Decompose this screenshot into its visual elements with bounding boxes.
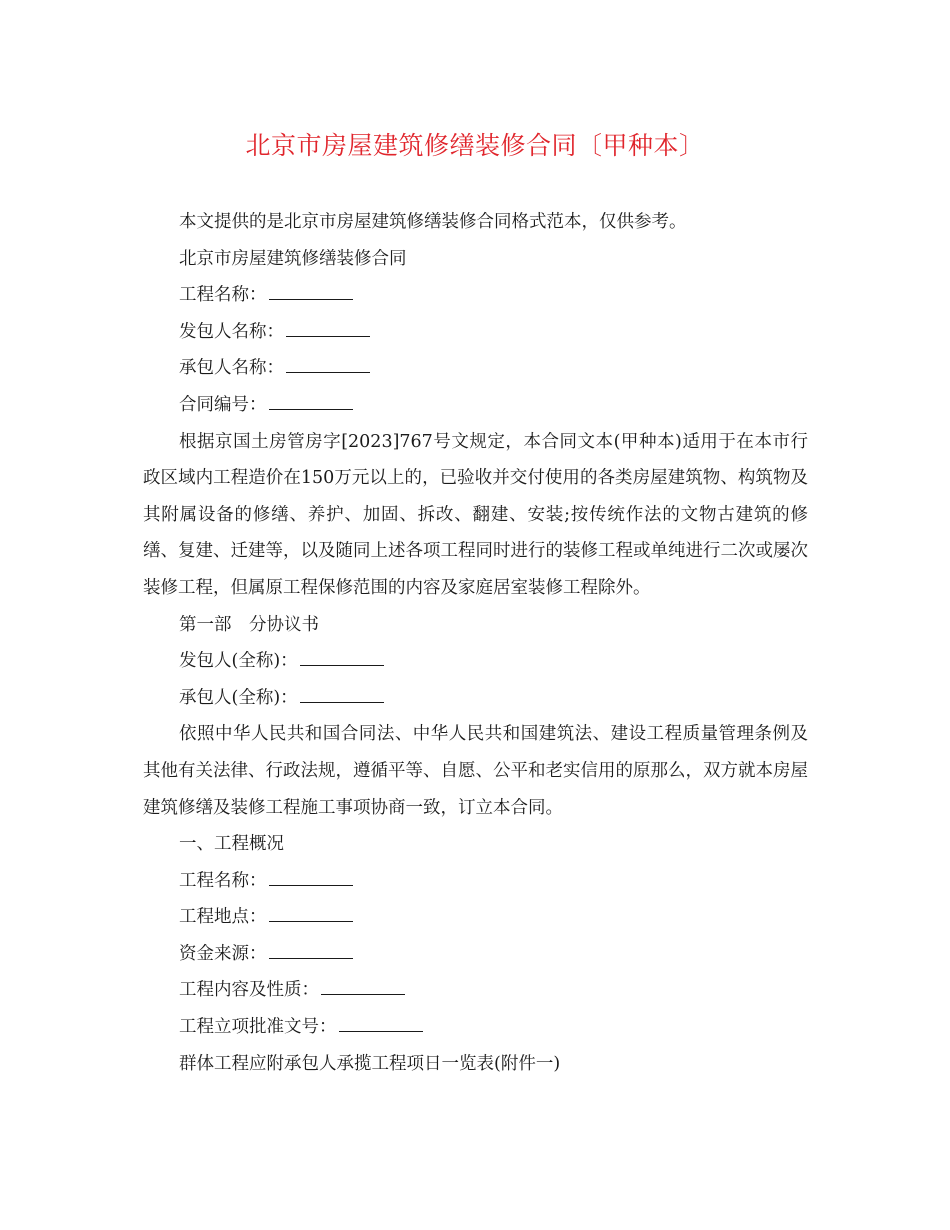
- field-label: 工程内容及性质：: [179, 980, 319, 1001]
- header-field-employer-name: [143, 314, 808, 351]
- part-one-heading: 第一部 分协议书: [179, 614, 319, 635]
- overview-field-project-name: [143, 863, 808, 900]
- document-body: [143, 204, 808, 1082]
- blank-line: [269, 279, 353, 300]
- header-field-project-name: [143, 277, 808, 314]
- field-label: 承包人(全称)：: [179, 687, 298, 708]
- scope-paragraph: 根据京国土房管房字[2023]767号文规定，本合同文本(甲种本)适用于在本市行政区域内工程造价在150万元以上的，已验收并交付使用的各类房屋建筑物、构筑物及其附属设备的修缮、养护、加固、拆改、翻建、安装;按传统作法的文物古建筑的修缮、复建、迁建等，以及随同上述各项工程同时进行的装修工程或单纯进行二次或屡次装修工程，但属原工程保修范围的内容及家庭居室装修工程除外。: [143, 431, 808, 598]
- blank-line: [300, 682, 384, 703]
- overview-field-approval-number: [143, 1009, 808, 1046]
- blank-line: [269, 938, 353, 959]
- field-label: 工程立项批准文号：: [179, 1017, 337, 1038]
- header-field-contractor-name: [143, 350, 808, 387]
- overview-field-location: [143, 899, 808, 936]
- section-one-heading: 一、工程概况: [179, 834, 284, 855]
- group-note: 群体工程应附承包人承揽工程项日一览表(附件一): [179, 1053, 561, 1074]
- party-field-contractor: [143, 680, 808, 717]
- blank-line: [269, 901, 353, 922]
- field-label: 工程名称：: [179, 285, 267, 306]
- blank-line: [269, 865, 353, 886]
- blank-line: [300, 645, 384, 666]
- field-label: 发包人(全称)：: [179, 651, 298, 672]
- basis-paragraph: 依照中华人民共和国合同法、中华人民共和国建筑法、建设工程质量管理条例及其他有关法律、行政法规，遵循平等、自愿、公平和老实信用的原那么，双方就本房屋建筑修缮及装修工程施工事项协商一致，订立本合同。: [143, 724, 808, 818]
- field-label: 承包人名称：: [179, 358, 284, 379]
- field-label: 资金来源：: [179, 943, 267, 964]
- field-label: 合同编号：: [179, 394, 267, 415]
- field-label: 工程名称：: [179, 870, 267, 891]
- blank-line: [269, 389, 353, 410]
- blank-line: [321, 974, 405, 995]
- blank-line: [286, 316, 370, 337]
- header-field-contract-number: [143, 387, 808, 424]
- intro-paragraph: 本文提供的是北京市房屋建筑修缮装修合同格式范本，仅供参考。: [179, 212, 687, 232]
- field-label: 发包人名称：: [179, 321, 284, 342]
- blank-line: [286, 352, 370, 373]
- overview-field-content: [143, 972, 808, 1009]
- party-field-employer: [143, 643, 808, 680]
- contract-name: 北京市房屋建筑修缮装修合同: [179, 248, 407, 269]
- overview-field-funding: [143, 936, 808, 973]
- field-label: 工程地点：: [179, 907, 267, 928]
- document-title: 北京市房屋建筑修缮装修合同〔甲种本〕: [245, 131, 705, 160]
- blank-line: [339, 1011, 423, 1032]
